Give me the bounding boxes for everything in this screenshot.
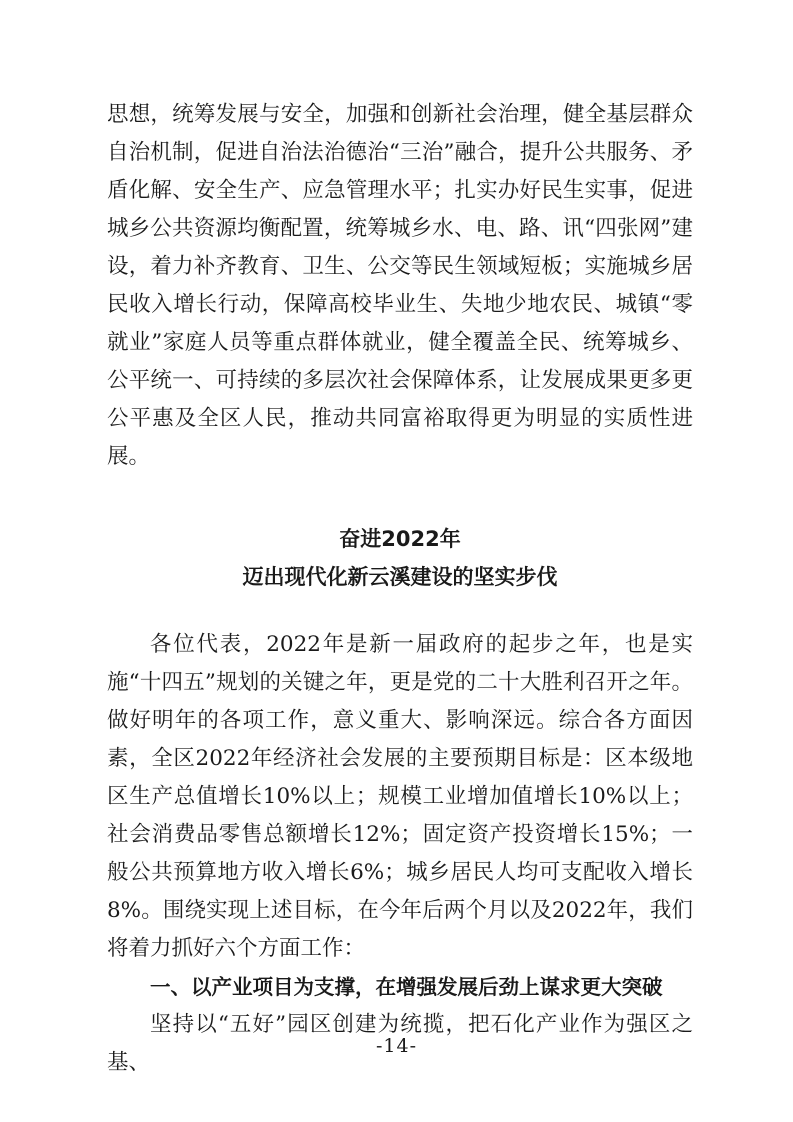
section-heading — [107, 520, 693, 596]
heading-line-1: 奋进2022年 — [339, 527, 461, 551]
body-paragraph: 坚持以“五好”园区创建为统揽，把石化产业作为强区之基、 — [107, 1012, 693, 1075]
page-number: -14- — [375, 1035, 418, 1057]
subsection-title: 一、以产业项目为支撑，在增强发展后劲上谋求更大突破 — [150, 975, 663, 999]
document-page — [107, 96, 693, 1082]
body-paragraph: 各位代表，2022年是新一届政府的起步之年，也是实施“十四五”规划的关键之年，更是党的二十大胜利召开之年。做好明年的各项工作，意义重大、影响深远。综合各方面因素，全区2022年经济社会发展的主要预期目标是：区本级地区生产总值增长10%以上；规模工业增加值增长10%以上；社会消费品零售总额增长12%；固定资产投资增长15%；一般公共预算地方收入增长6%；城乡居民人均可支配收入增长8%。围绕实现上述目标，在今年后两个月以及2022年，我们将着力抓好六个方面工作： — [107, 632, 693, 961]
body-paragraph: 思想，统筹发展与安全，加强和创新社会治理，健全基层群众自治机制，促进自治法治德治“三治”融合，提升公共服务、矛盾化解、安全生产、应急管理水平；扎实办好民生实事，促进城乡公共资源均衡配置，统筹城乡水、电、路、讯“四张网”建设，着力补齐教育、卫生、公交等民生领域短板；实施城乡居民收入增长行动，保障高校毕业生、失地少地农民、城镇“零就业”家庭人员等重点群体就业，健全覆盖全民、统筹城乡、公平统一、可持续的多层次社会保障体系，让发展成果更多更公平惠及全区人民，推动共同富裕取得更为明显的实质性进展。 — [107, 102, 693, 469]
heading-line-2: 迈出现代化新云溪建设的坚实步伐 — [242, 565, 558, 589]
